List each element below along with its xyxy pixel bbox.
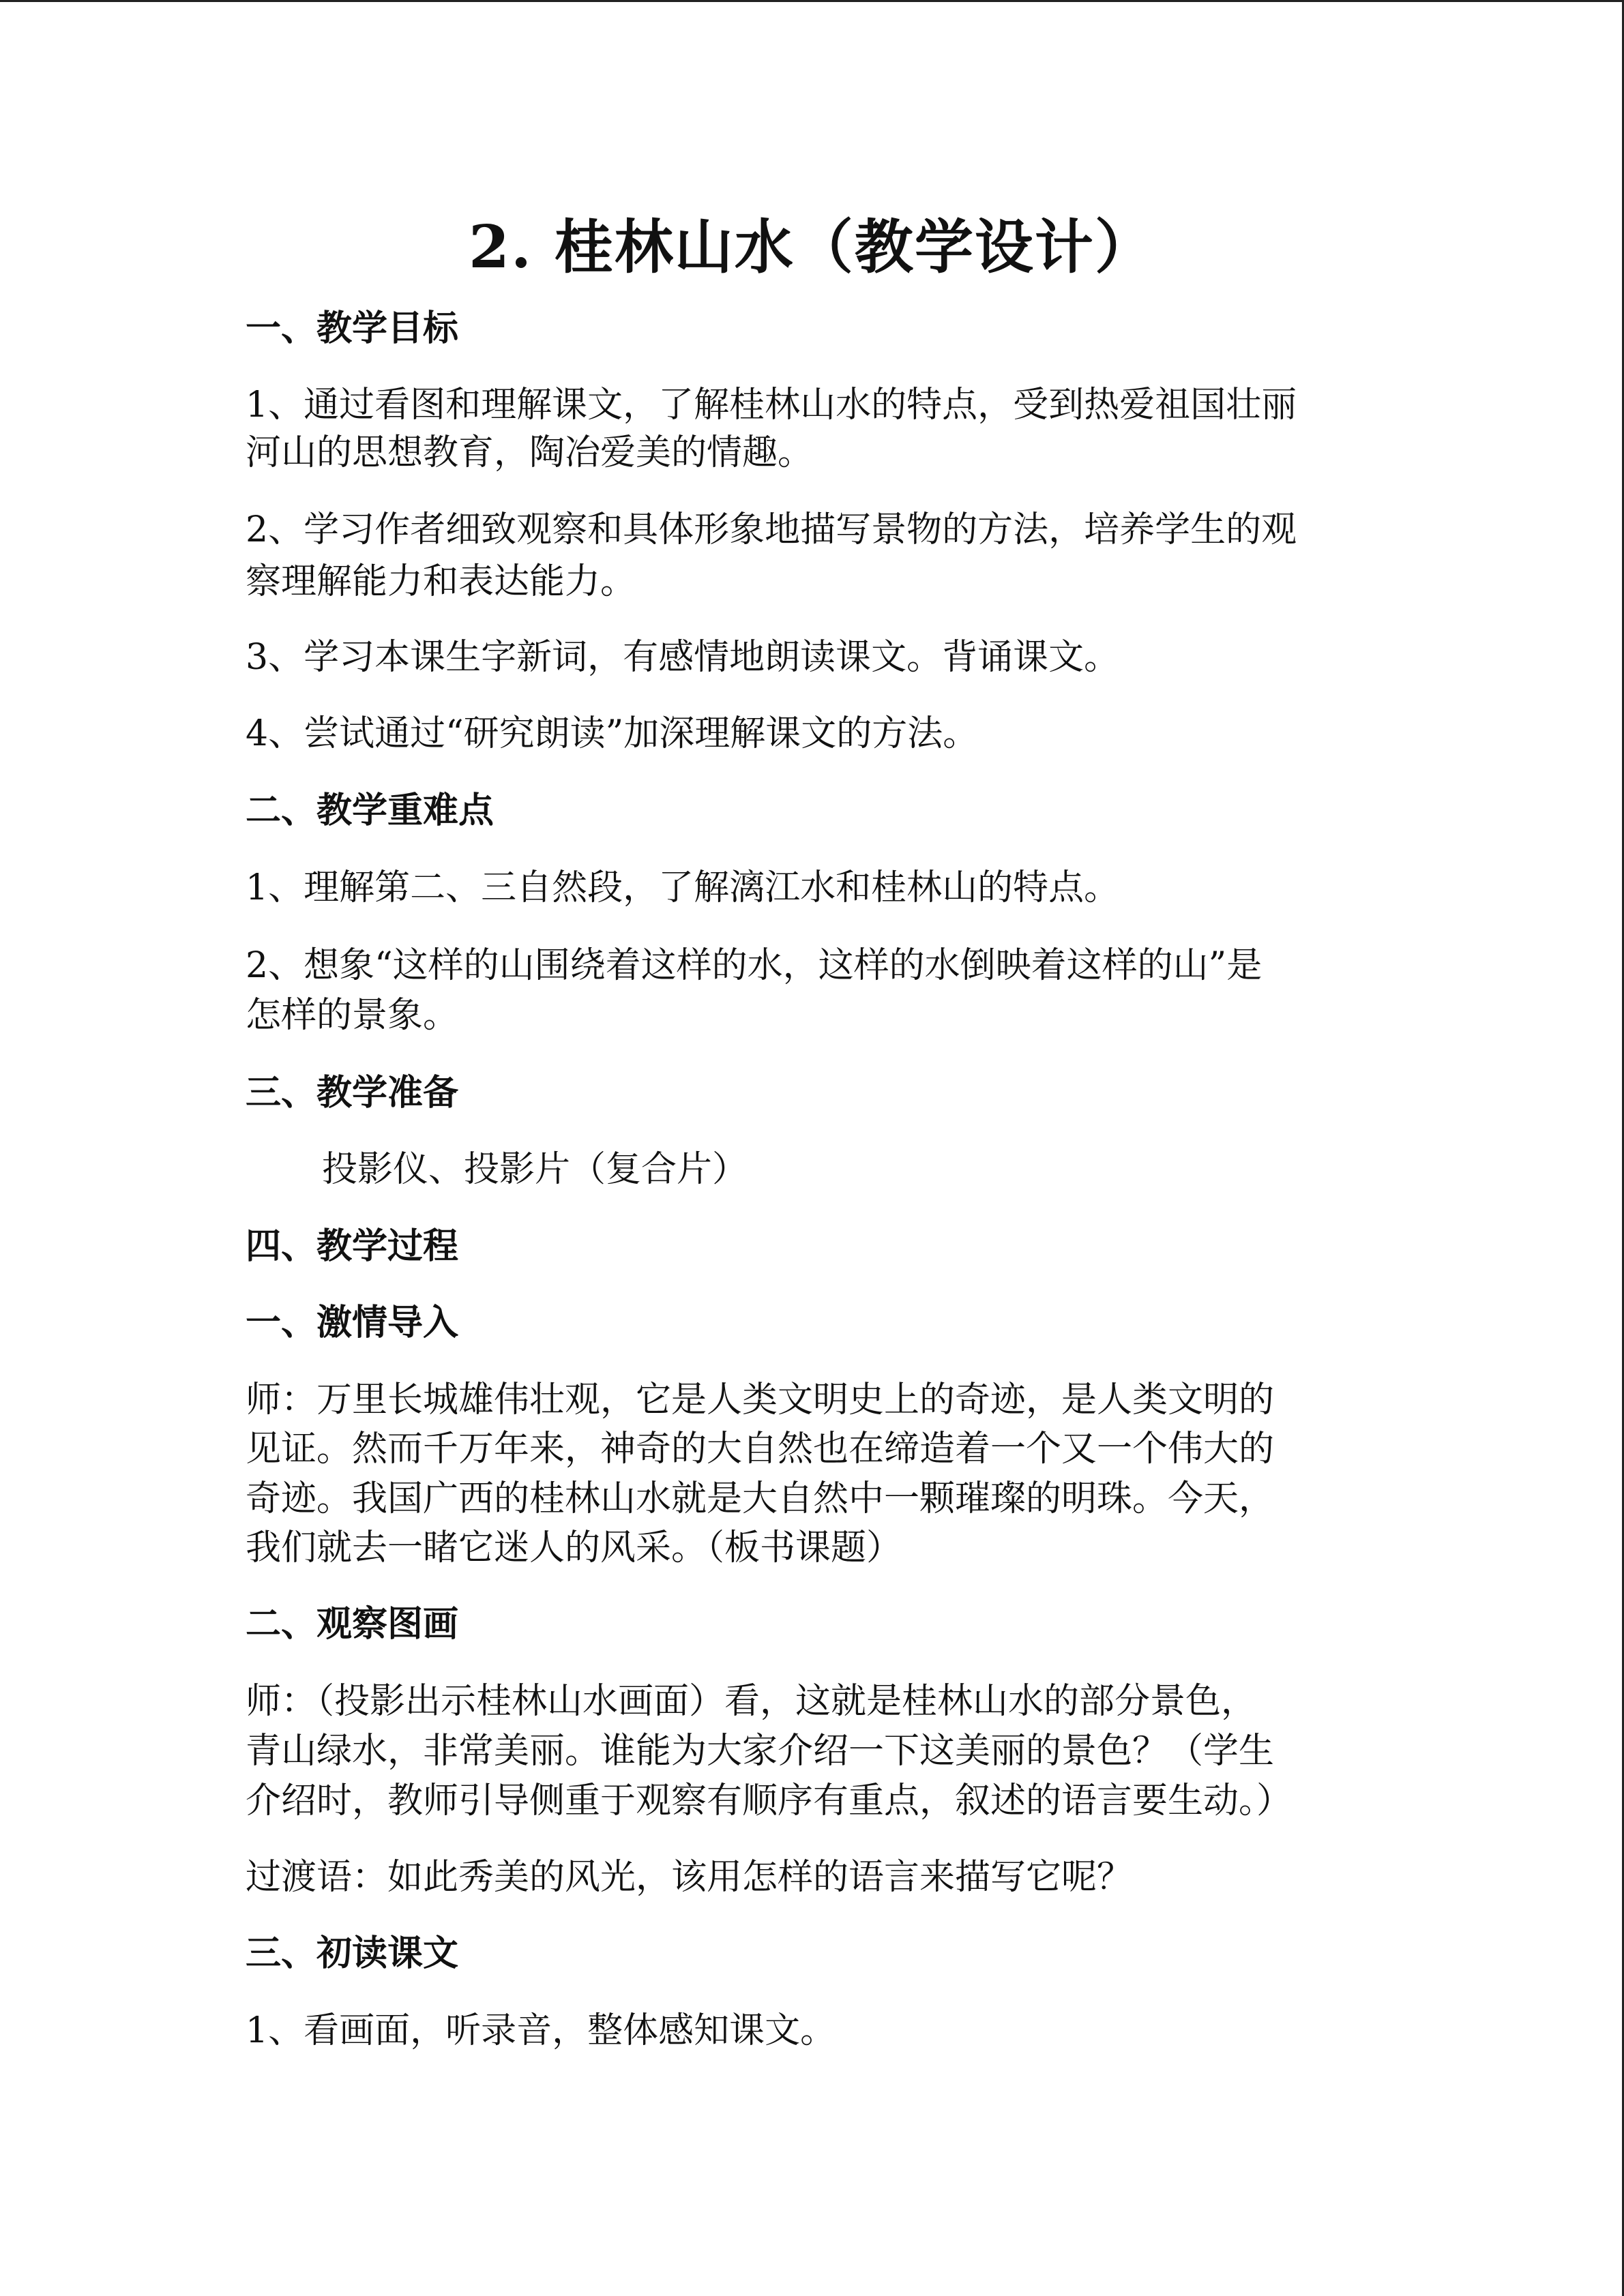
key-point-2-line-2: 怎样的景象。 — [246, 995, 459, 1036]
objective-1-line-1: 1、通过看图和理解课文，了解桂林山水的特点，受到热爱祖国壮丽 — [246, 385, 1297, 426]
section-heading-process: 四、教学过程 — [246, 1225, 459, 1267]
section-heading-key-points: 二、教学重难点 — [246, 790, 494, 831]
step-heading-observe: 二、观察图画 — [246, 1603, 459, 1645]
step-heading-introduction: 一、激情导入 — [246, 1302, 459, 1343]
document-title: 2. 桂林山水（教学设计） — [469, 213, 1155, 282]
introduction-line-3: 奇迹。我国广西的桂林山水就是大自然中一颗璀璨的明珠。今天， — [246, 1478, 1275, 1519]
key-point-2-line-1: 2、想象“这样的山围绕着这样的水，这样的水倒映着这样的山”是 — [246, 945, 1263, 986]
introduction-line-2: 见证。然而千万年来，神奇的大自然也在缔造着一个又一个伟大的 — [246, 1429, 1275, 1470]
key-point-1: 1、理解第二、三自然段，了解漓江水和桂林山的特点。 — [246, 867, 1120, 908]
objective-1-line-2: 河山的思想教育，陶冶爱美的情趣。 — [246, 432, 814, 473]
introduction-line-1: 师：万里长城雄伟壮观，它是人类文明史上的奇迹，是人类文明的 — [246, 1380, 1275, 1420]
objective-4: 4、尝试通过“研究朗读”加深理解课文的方法。 — [246, 713, 979, 754]
observe-line-3: 介绍时，教师引导侧重于观察有顺序有重点，叙述的语言要生动。） — [246, 1780, 1293, 1821]
observe-line-1: 师：（投影出示桂林山水画面）看，这就是桂林山水的部分景色， — [246, 1681, 1257, 1722]
objective-3: 3、学习本课生字新词，有感情地朗读课文。背诵课文。 — [246, 637, 1120, 678]
observe-line-2: 青山绿水，非常美丽。谁能为大家介绍一下这美丽的景色？（学生 — [246, 1731, 1275, 1772]
section-heading-preparation: 三、教学准备 — [246, 1072, 459, 1114]
step-heading-first-reading: 三、初读课文 — [246, 1933, 459, 1974]
objective-2-line-2: 察理解能力和表达能力。 — [246, 561, 636, 602]
introduction-line-4: 我们就去一睹它迷人的风采。（板书课题） — [246, 1527, 902, 1568]
first-reading-line-1: 1、看画面，听录音，整体感知课文。 — [246, 2010, 836, 2051]
transition-line: 过渡语：如此秀美的风光，该用怎样的语言来描写它呢？ — [246, 1857, 1133, 1898]
preparation-items: 投影仪、投影片（复合片） — [322, 1149, 748, 1190]
objective-2-line-1: 2、学习作者细致观察和具体形象地描写景物的方法，培养学生的观 — [246, 509, 1297, 550]
section-heading-objectives: 一、教学目标 — [246, 308, 459, 349]
